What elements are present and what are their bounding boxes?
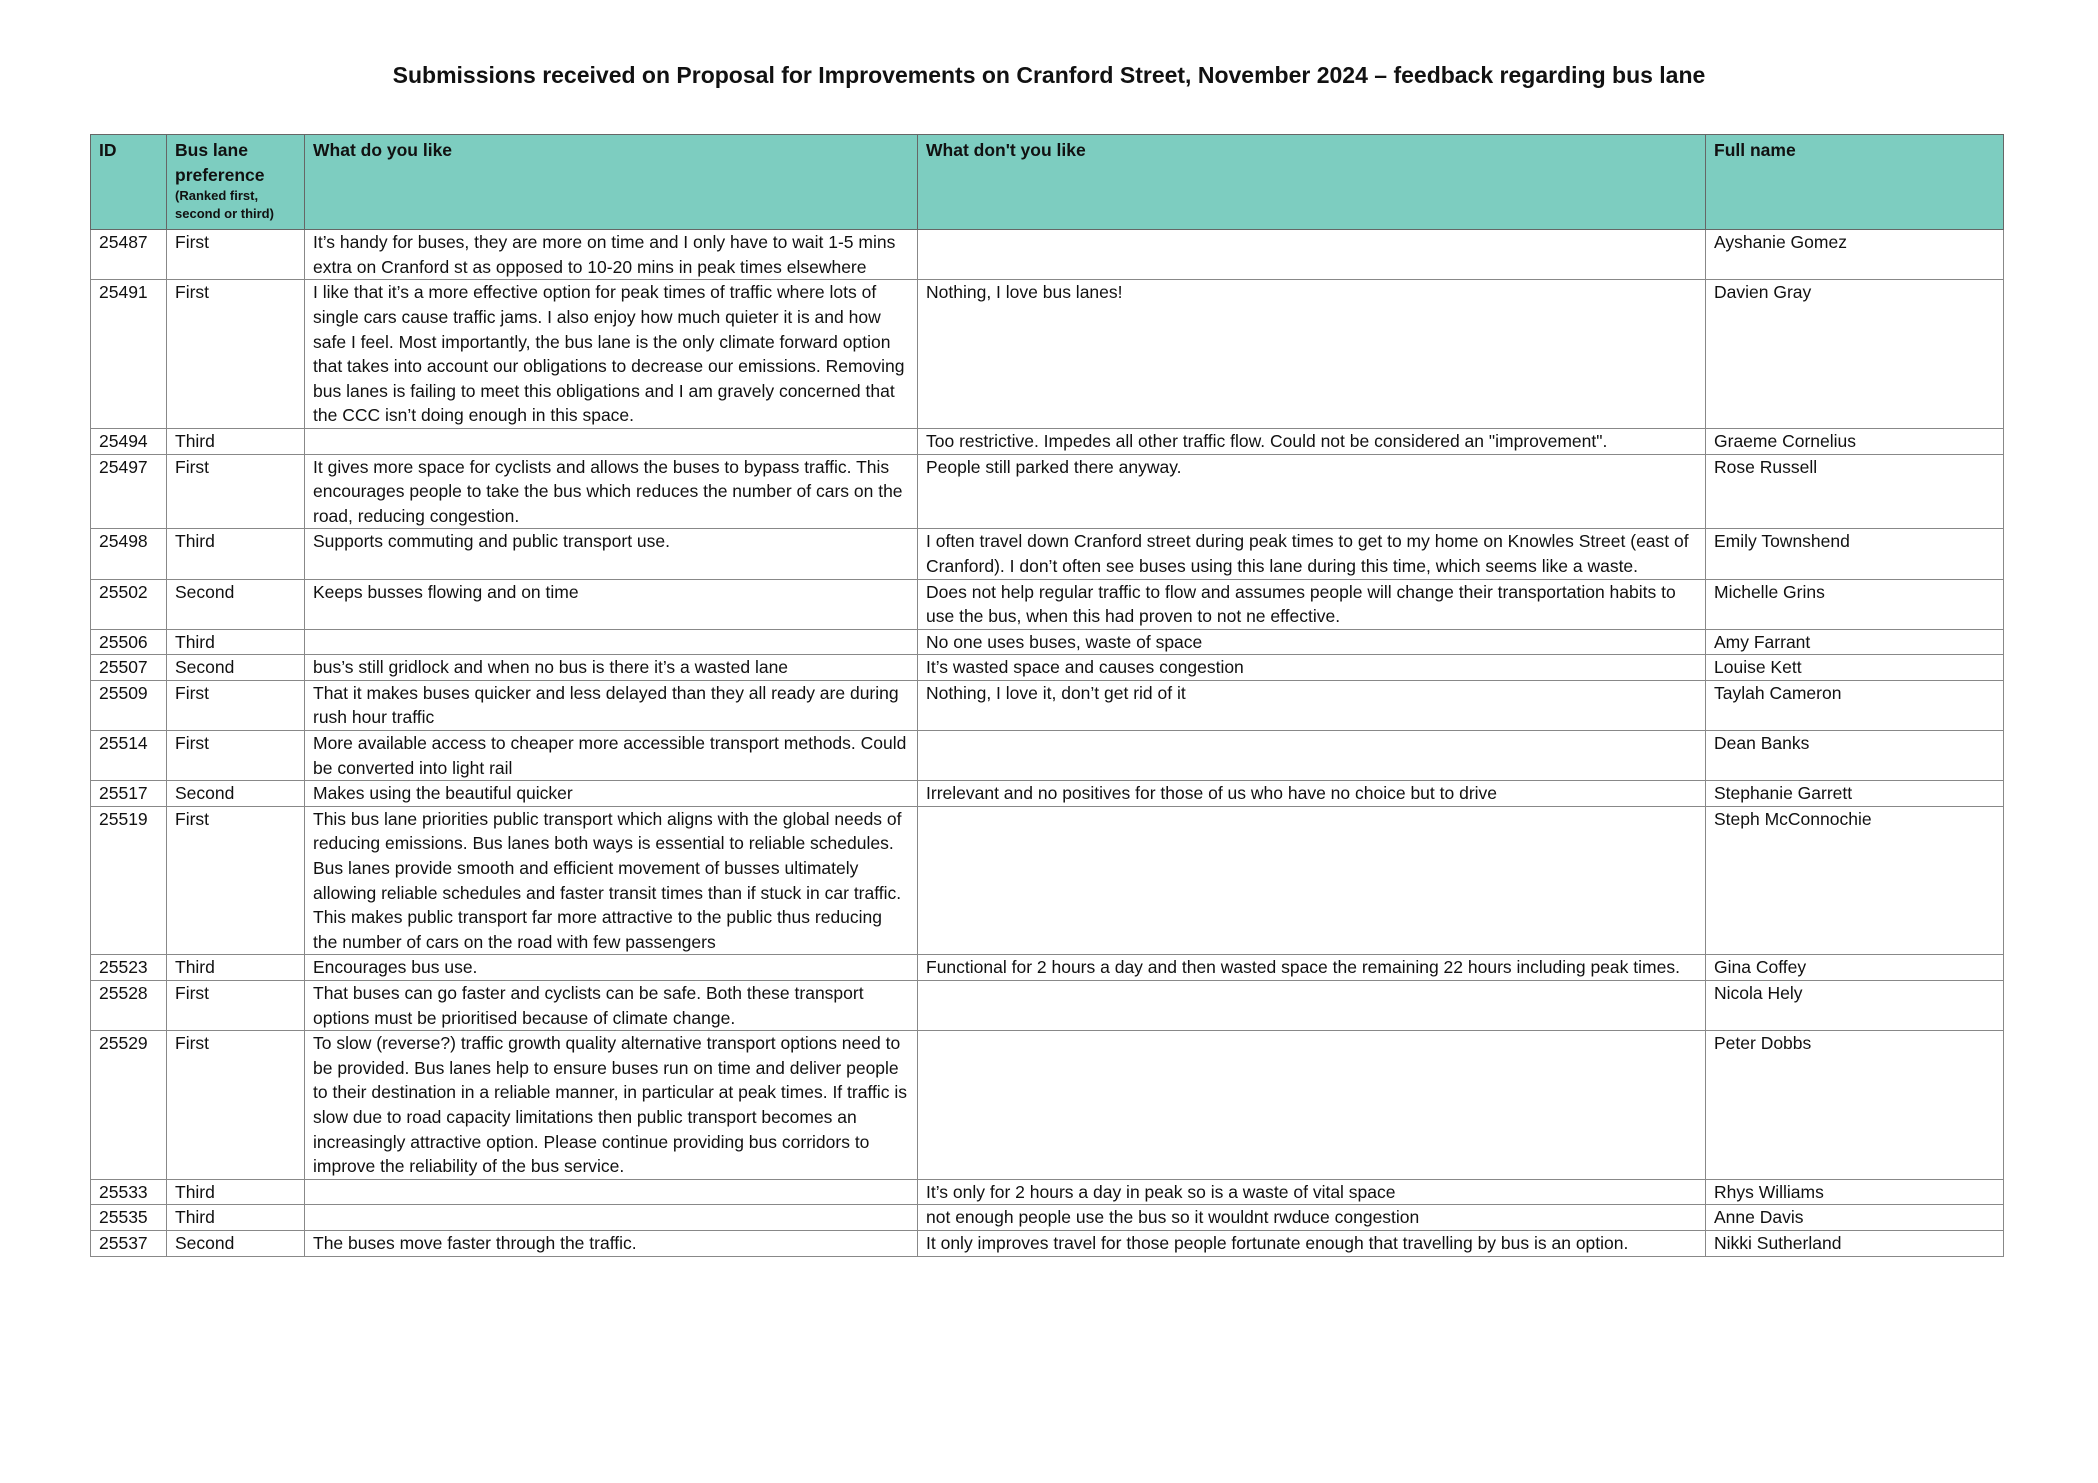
cell-name: Louise Kett — [1706, 655, 2004, 681]
cell-name: Taylah Cameron — [1706, 680, 2004, 730]
cell-name: Rose Russell — [1706, 454, 2004, 529]
header-dislike: What don't you like — [918, 135, 1706, 230]
cell-like — [305, 1205, 918, 1231]
cell-id: 25502 — [91, 579, 167, 629]
cell-dislike — [918, 806, 1706, 955]
cell-like: That buses can go faster and cyclists can be safe. Both these transport options must be prioritised because of climate change. — [305, 981, 918, 1031]
cell-dislike: Nothing, I love it, don’t get rid of it — [918, 680, 1706, 730]
cell-like — [305, 629, 918, 655]
cell-name: Davien Gray — [1706, 280, 2004, 429]
cell-preference: Third — [167, 529, 305, 579]
cell-id: 25498 — [91, 529, 167, 579]
cell-preference: Second — [167, 781, 305, 807]
cell-dislike: Irrelevant and no positives for those of us who have no choice but to drive — [918, 781, 1706, 807]
table-row — [91, 230, 2004, 280]
cell-name: Dean Banks — [1706, 731, 2004, 781]
cell-preference: First — [167, 280, 305, 429]
cell-id: 25491 — [91, 280, 167, 429]
table-row — [91, 1179, 2004, 1205]
cell-dislike: No one uses buses, waste of space — [918, 629, 1706, 655]
cell-dislike — [918, 981, 1706, 1031]
cell-dislike — [918, 731, 1706, 781]
cell-like: Makes using the beautiful quicker — [305, 781, 918, 807]
table-row — [91, 731, 2004, 781]
cell-dislike: People still parked there anyway. — [918, 454, 1706, 529]
cell-id: 25517 — [91, 781, 167, 807]
cell-name: Peter Dobbs — [1706, 1031, 2004, 1180]
cell-preference: Third — [167, 1179, 305, 1205]
table-row — [91, 529, 2004, 579]
table-row — [91, 428, 2004, 454]
table-row — [91, 955, 2004, 981]
table-header — [91, 135, 2004, 230]
cell-like: The buses move faster through the traffic. — [305, 1230, 918, 1256]
cell-like: It’s handy for buses, they are more on time and I only have to wait 1-5 mins extra on Cranford st as opposed to 10-20 mins in peak times elsewhere — [305, 230, 918, 280]
header-id: ID — [91, 135, 167, 230]
cell-id: 25514 — [91, 731, 167, 781]
cell-dislike: Nothing, I love bus lanes! — [918, 280, 1706, 429]
cell-id: 25533 — [91, 1179, 167, 1205]
cell-preference: Third — [167, 428, 305, 454]
cell-like: bus’s still gridlock and when no bus is there it’s a wasted lane — [305, 655, 918, 681]
cell-name: Stephanie Garrett — [1706, 781, 2004, 807]
cell-name: Amy Farrant — [1706, 629, 2004, 655]
cell-preference: First — [167, 806, 305, 955]
cell-dislike — [918, 230, 1706, 280]
cell-like: I like that it’s a more effective option for peak times of traffic where lots of single cars cause traffic jams. I also enjoy how much quieter it is and how safe I feel. Most importantly, the bus lane is the only climate forward option that takes into account our obligations to decrease our emissions. Removing bus lanes is failing to meet this obligations and I am gravely concerned that the CCC isn’t doing enough in this space. — [305, 280, 918, 429]
table-row — [91, 680, 2004, 730]
table-row — [91, 981, 2004, 1031]
cell-preference: First — [167, 1031, 305, 1180]
table-row — [91, 655, 2004, 681]
cell-like: It gives more space for cyclists and allows the buses to bypass traffic. This encourages people to take the bus which reduces the number of cars on the road, reducing congestion. — [305, 454, 918, 529]
cell-name: Steph McConnochie — [1706, 806, 2004, 955]
cell-preference: Third — [167, 629, 305, 655]
cell-preference: First — [167, 230, 305, 280]
cell-id: 25537 — [91, 1230, 167, 1256]
table-body — [91, 230, 2004, 1256]
cell-dislike: It’s wasted space and causes congestion — [918, 655, 1706, 681]
cell-dislike: Functional for 2 hours a day and then wasted space the remaining 22 hours including peak times. — [918, 955, 1706, 981]
cell-id: 25535 — [91, 1205, 167, 1231]
cell-like: Supports commuting and public transport use. — [305, 529, 918, 579]
cell-like: More available access to cheaper more accessible transport methods. Could be converted into light rail — [305, 731, 918, 781]
cell-id: 25507 — [91, 655, 167, 681]
cell-name: Graeme Cornelius — [1706, 428, 2004, 454]
cell-id: 25528 — [91, 981, 167, 1031]
cell-preference: First — [167, 680, 305, 730]
cell-preference: First — [167, 731, 305, 781]
cell-preference: Third — [167, 955, 305, 981]
cell-id: 25523 — [91, 955, 167, 981]
cell-id: 25497 — [91, 454, 167, 529]
cell-like — [305, 1179, 918, 1205]
cell-dislike: not enough people use the bus so it wouldnt rwduce congestion — [918, 1205, 1706, 1231]
cell-name: Emily Townshend — [1706, 529, 2004, 579]
cell-name: Nikki Sutherland — [1706, 1230, 2004, 1256]
cell-dislike: It only improves travel for those people fortunate enough that travelling by bus is an option. — [918, 1230, 1706, 1256]
table-row — [91, 579, 2004, 629]
table-row — [91, 280, 2004, 429]
table-row — [91, 629, 2004, 655]
cell-name: Rhys Williams — [1706, 1179, 2004, 1205]
cell-id: 25519 — [91, 806, 167, 955]
header-preference-note: (Ranked first, second or third) — [175, 188, 274, 222]
cell-like: That it makes buses quicker and less delayed than they all ready are during rush hour traffic — [305, 680, 918, 730]
table-row — [91, 781, 2004, 807]
header-name: Full name — [1706, 135, 2004, 230]
cell-name: Michelle Grins — [1706, 579, 2004, 629]
cell-id: 25509 — [91, 680, 167, 730]
table-row — [91, 1205, 2004, 1231]
cell-dislike — [918, 1031, 1706, 1180]
cell-id: 25506 — [91, 629, 167, 655]
cell-preference: First — [167, 454, 305, 529]
cell-dislike: It’s only for 2 hours a day in peak so is a waste of vital space — [918, 1179, 1706, 1205]
cell-id: 25487 — [91, 230, 167, 280]
cell-name: Gina Coffey — [1706, 955, 2004, 981]
cell-id: 25529 — [91, 1031, 167, 1180]
cell-like: Encourages bus use. — [305, 955, 918, 981]
cell-preference: Third — [167, 1205, 305, 1231]
table-row — [91, 1230, 2004, 1256]
header-like: What do you like — [305, 135, 918, 230]
header-preference-label: Bus lane preference — [175, 140, 265, 185]
table-row — [91, 454, 2004, 529]
submissions-table — [90, 134, 2004, 1257]
page-title: Submissions received on Proposal for Improvements on Cranford Street, November 2024 – feedback regarding bus lane — [392, 62, 1706, 88]
cell-id: 25494 — [91, 428, 167, 454]
cell-like — [305, 428, 918, 454]
header-preference — [167, 135, 305, 230]
cell-name: Anne Davis — [1706, 1205, 2004, 1231]
table-row — [91, 806, 2004, 955]
cell-like: To slow (reverse?) traffic growth quality alternative transport options need to be provided. Bus lanes help to ensure buses run on time and deliver people to their destination in a reliable manner, in particular at peak times. If traffic is slow due to road capacity limitations then public transport becomes an increasingly attractive option. Please continue providing bus corridors to improve the reliability of the bus service. — [305, 1031, 918, 1180]
cell-name: Ayshanie Gomez — [1706, 230, 2004, 280]
cell-preference: Second — [167, 1230, 305, 1256]
cell-dislike: Does not help regular traffic to flow and assumes people will change their transportation habits to use the bus, when this had proven to not ne effective. — [918, 579, 1706, 629]
cell-preference: Second — [167, 579, 305, 629]
cell-like: Keeps busses flowing and on time — [305, 579, 918, 629]
cell-preference: Second — [167, 655, 305, 681]
cell-like: This bus lane priorities public transport which aligns with the global needs of reducing emissions. Bus lanes both ways is essential to reliable schedules. Bus lanes provide smooth and efficient movement of busses ultimately allowing reliable schedules and faster transit times than if stuck in car traffic. This makes public transport far more attractive to the public thus reducing the number of cars on the road with few passengers — [305, 806, 918, 955]
cell-dislike: I often travel down Cranford street during peak times to get to my home on Knowles Street (east of Cranford). I don’t often see buses using this lane during this time, which seems like a waste. — [918, 529, 1706, 579]
cell-name: Nicola Hely — [1706, 981, 2004, 1031]
header-row — [91, 135, 2004, 230]
cell-preference: First — [167, 981, 305, 1031]
cell-dislike: Too restrictive. Impedes all other traffic flow. Could not be considered an "improvement". — [918, 428, 1706, 454]
table-row — [91, 1031, 2004, 1180]
